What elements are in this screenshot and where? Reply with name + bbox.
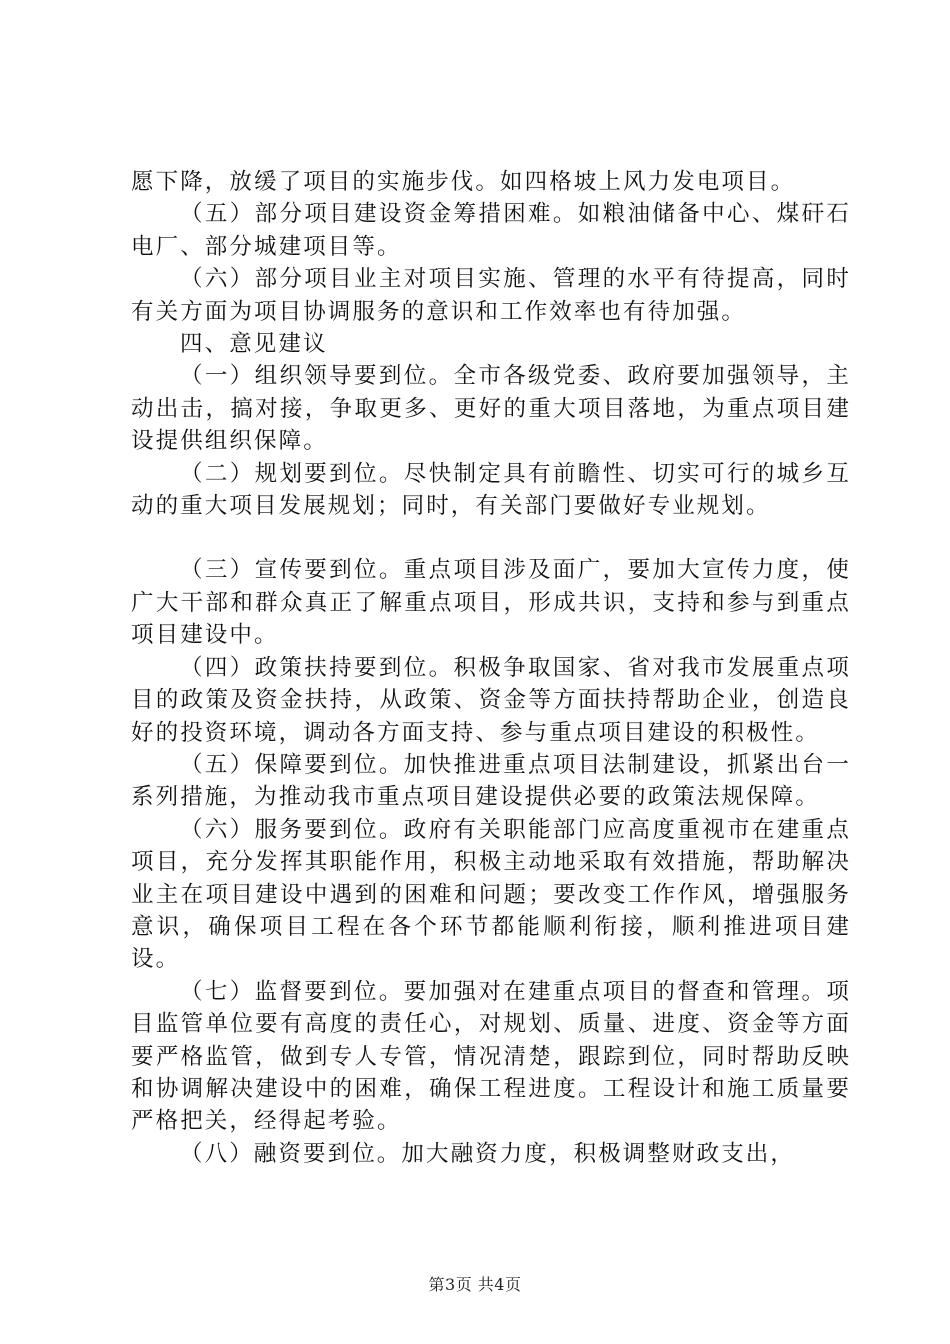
document-body — [131, 166, 851, 1170]
paragraph: （一）组织领导要到位。全市各级党委、政府要加强领导，主动出击，搞对接，争取更多、更好的重大项目落地，为重点项目建设提供组织保障。 — [131, 363, 851, 455]
page-number-footer: 第3页 共4页 — [428, 1275, 522, 1294]
paragraph: （六）服务要到位。政府有关职能部门应高度重视市在建重点项目，充分发挥其职能作用，积极主动地采取有效措施，帮助解决业主在项目建设中遇到的困难和问题；要改变工作作风，增强服务意识，确保项目工程在各个环节都能顺利衔接，顺利推进项目建设。 — [131, 816, 851, 973]
paragraph: （四）政策扶持要到位。积极争取国家、省对我市发展重点项目的政策及资金扶持，从政策、资金等方面扶持帮助企业，创造良好的投资环境，调动各方面支持、参与重点项目建设的积极性。 — [131, 654, 851, 746]
paragraph: （五）部分项目建设资金筹措困难。如粮油储备中心、煤矸石电厂、部分城建项目等。 — [131, 201, 851, 260]
blank-line — [131, 522, 851, 554]
paragraph: （五）保障要到位。加快推进重点项目法制建设，抓紧出台一系列措施，为推动我市重点项目建设提供必要的政策法规保障。 — [131, 751, 851, 811]
paragraph: （二）规划要到位。尽快制定具有前瞻性、切实可行的城乡互动的重大项目发展规划；同时，有关部门要做好专业规划。 — [131, 460, 851, 520]
paragraph: （七）监督要到位。要加强对在建重点项目的督查和管理。项目监管单位要有高度的责任心，对规划、质量、进度、资金等方面要严格监管，做到专人专管，情况清楚，跟踪到位，同时帮助反映和协调解决建设中的困难，确保工程进度。工程设计和施工质量要严格把关，经得起考验。 — [131, 978, 851, 1135]
section-heading: 四、意见建议 — [180, 331, 328, 358]
paragraph: （八）融资要到位。加大融资力度，积极调整财政支出， — [180, 1140, 796, 1167]
paragraph: （三）宣传要到位。重点项目涉及面广，要加大宣传力度，使广大干部和群众真正了解重点项目，形成共识，支持和参与到重点项目建设中。 — [131, 557, 851, 649]
paragraph: （六）部分项目业主对项目实施、管理的水平有待提高，同时有关方面为项目协调服务的意识和工作效率也有待加强。 — [131, 266, 851, 325]
paragraph: 愿下降，放缓了项目的实施步伐。如四格坡上风力发电项目。 — [131, 169, 796, 195]
